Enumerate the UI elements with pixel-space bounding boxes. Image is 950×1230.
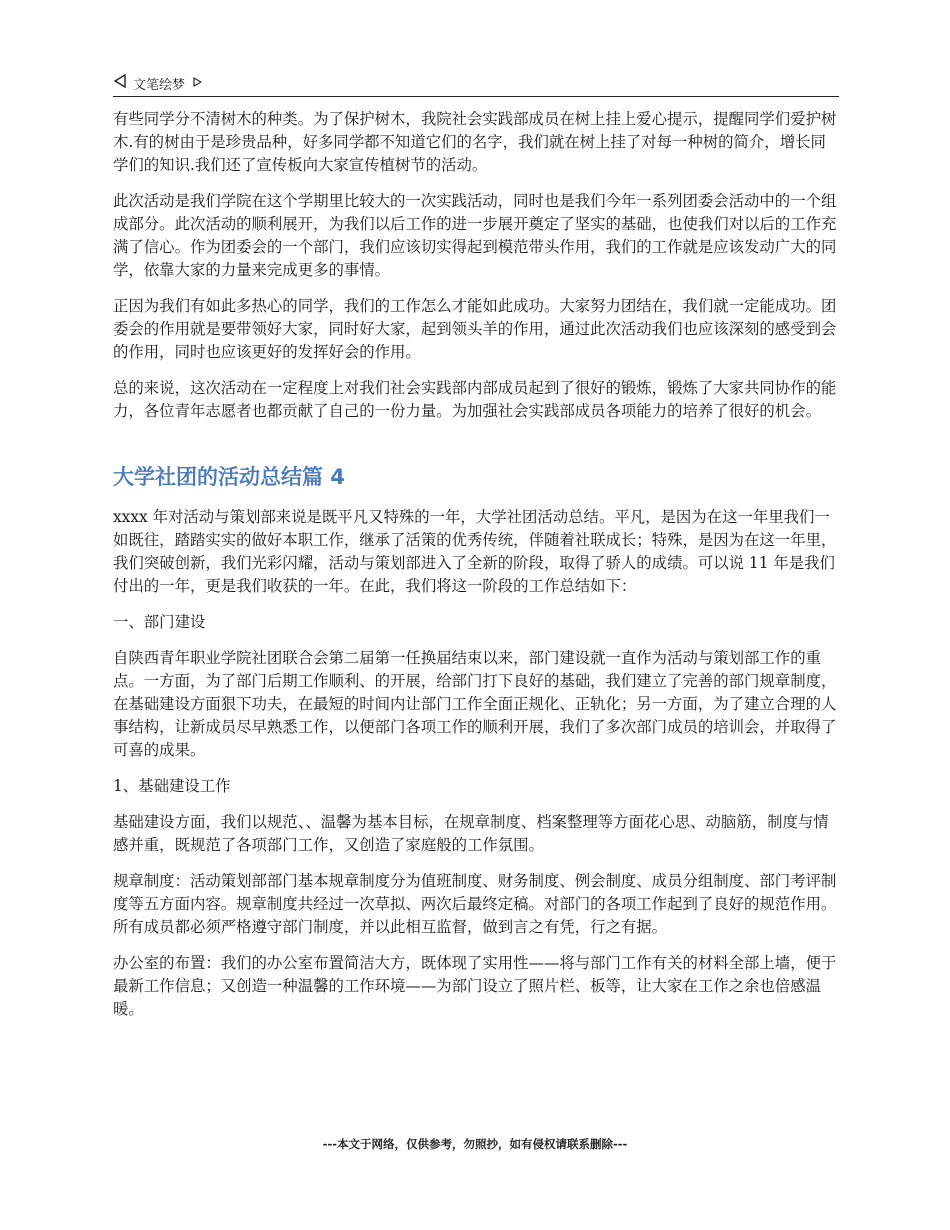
header-title: 文笔绘梦 [133,77,186,93]
paragraph: 自陕西青年职业学院社团联合会第二届第一任换届结束以来，部门建设就一直作为活动与策划部工作的重点。一方面，为了部门后期工作顺利、的开展，给部门打下良好的基础，我们建立了完善的部门规章制度，在基础建设方面狠下功夫，在最短的时间内让部门工作全面正规化、正轨化；另一方面，为了建立合理的人事结构，让新成员尽早熟悉工作，以便部门各项工作的顺利开展，我们了多次部门成员的培训会，并取得了可喜的成果。 [113,649,837,759]
paragraph: 基础建设方面，我们以规范、、温馨为基本目标，在规章制度、档案整理等方面花心思、动脑筋，制度与情感并重，既规范了各项部门工作，又创造了家庭般的工作氛围。 [113,813,829,854]
paragraph: 总的来说，这次活动在一定程度上对我们社会实践部内部成员起到了很好的锻炼，锻炼了大家共同协作的能力，各位青年志愿者也都贡献了自己的一份力量。为加强社会实践部成员各项能力的培养了很好的机会。 [113,379,837,420]
subheading: 一、部门建设 [113,613,206,631]
paragraph: 办公室的布置：我们的办公室布置简洁大方，既体现了实用性——将与部门工作有关的材料全部上墙，便于最新工作信息；又创造一种温馨的工作环境——为部门设立了照片栏、板等，让大家在工作之余也倍感温暖。 [113,954,837,1018]
paragraph: 有些同学分不清树木的种类。为了保护树木，我院社会实践部成员在树上挂上爱心提示，提醒同学们爱护树木.有的树由于是珍贵品种，好多同学都不知道它们的名字，我们就在树上挂了对每一种树的简介，增长同学们的知识.我们还了宣传板向大家宣传植树节的活动。 [113,110,837,174]
page-header [113,70,839,97]
paragraph: 正因为我们有如此多热心的同学，我们的工作怎么才能如此成功。大家努力团结在，我们就一定能成功。团委会的作用就是要带领好大家，同时好大家，起到领头羊的作用，通过此次活动我们也应该深刻的感受到会的作用，同时也应该更好的发挥好会的作用。 [113,297,837,361]
left-triangle-icon [113,74,127,92]
paragraph: 此次活动是我们学院在这个学期里比较大的一次实践活动，同时也是我们今年一系列团委会活动中的一个组成部分。此次活动的顺利展开，为我们以后工作的进一步展开奠定了坚实的基础，也使我们对以后的工作充满了信心。作为团委会的一个部门，我们应该切实得起到模范带头作用，我们的工作就是应该发动广大的同学，依靠大家的力量来完成更多的事情。 [113,192,837,279]
subheading: 1、基础建设工作 [113,777,231,795]
page-footer: ---本文于网络，仅供参考，勿照抄，如有侵权请联系删除--- [322,1137,628,1151]
paragraph: xxxx 年对活动与策划部来说是既平凡又特殊的一年，大学社团活动总结。平凡，是因为在这一年里我们一如既往，踏踏实实的做好本职工作，继承了活策的优秀传统，伴随着社联成长；特殊，是因为在这一年里，我们突破创新，我们光彩闪耀，活动与策划部进入了全新的阶段，取得了骄人的成绩。可以说 11 年是我们付出的一年，更是我们收获的一年。在此，我们将这一阶段的工作总结如下： [113,508,837,595]
paragraph: 规章制度：活动策划部部门基本规章制度分为值班制度、财务制度、例会制度、成员分组制度、部门考评制度等五方面内容。规章制度共经过一次草拟、两次后最终定稿。对部门的各项工作起到了良好的规范作用。所有成员都必须严格遵守部门制度，并以此相互监督，做到言之有凭，行之有据。 [113,872,837,936]
right-triangle-icon [193,76,202,91]
section-heading: 大学社团的活动总结篇 4 [113,465,345,489]
document-body [113,108,841,1034]
